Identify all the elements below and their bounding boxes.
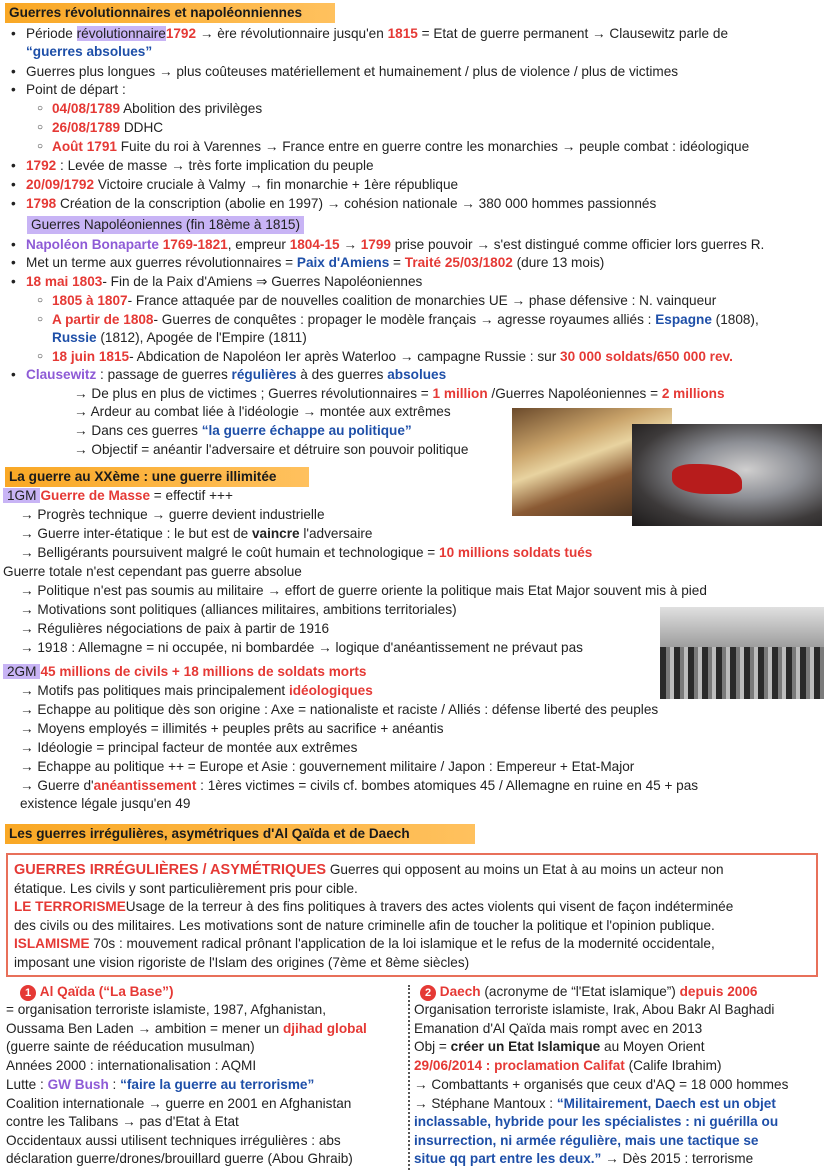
list-item: Organisation terroriste islamiste, Irak, Abou Bakr Al Baghadi	[414, 1002, 775, 1017]
list-item: → Combattants + organisés que ceux d'AQ = 18 000 hommes	[414, 1077, 789, 1092]
list-item: Emanation d'Al Qaïda mais rompt avec en 2013	[414, 1021, 703, 1036]
list-item: → 1918 : Allemagne = ni occupée, ni bombardée → logique d'anéantissement ne prévaut pas	[20, 640, 583, 655]
list-item: ○ 26/08/1789 DDHC	[52, 119, 163, 137]
list-item: Guerre totale n'est cependant pas guerre absolue	[3, 564, 302, 579]
list-item: • 1792 : Levée de masse → très forte implication du peuple	[26, 157, 374, 175]
definition-cont: des civils ou des militaires. Les motivations sont de nature criminelle afin de toucher la politique et l'opinion publique.	[14, 918, 715, 933]
list-item: → Belligérants poursuivent malgré le coût humain et technologique = 10 millions soldats tués	[20, 545, 593, 560]
list-item: déclaration guerre/drones/brouillard guerre (Abou Ghraib)	[6, 1151, 353, 1166]
napoleon-painting-image	[632, 424, 822, 526]
list-item: → Echappe au politique dès son origine : Axe = nationaliste et raciste / Alliés : défense liberté des peuples	[20, 702, 659, 717]
alqaida-heading: 1 Al Qaïda (“La Base”)	[20, 983, 174, 1001]
list-item-cont: inclassable, hybride pour les spécialistes : ni guérilla ou	[414, 1114, 779, 1129]
column-divider	[408, 985, 410, 1170]
list-item: = organisation terroriste islamiste, 1987, Afghanistan,	[6, 1002, 327, 1017]
list-item: Années 2000 : internationalisation : AQMI	[6, 1058, 257, 1073]
list-item: → Idéologie = principal facteur de montée aux extrêmes	[20, 740, 358, 755]
list-item: → Stéphane Mantoux : “Militairement, Daech est un objet	[414, 1096, 776, 1111]
list-item: → Dans ces guerres “la guerre échappe au politique”	[74, 423, 412, 438]
list-item: • Napoléon Bonaparte 1769-1821, empreur 1804-15 → 1799 prise pouvoir → s'est distingué comme officier lors guerres R.	[26, 236, 764, 254]
ww2-heading: 2GM 45 millions de civils + 18 millions de soldats morts	[3, 663, 366, 681]
list-item: → Politique n'est pas soumis au militaire → effort de guerre oriente la politique mais Etat Major souvent mis à pied	[20, 583, 707, 598]
list-item: → De plus en plus de victimes ; Guerres révolutionnaires = 1 million /Guerres Napoléoniennes = 2 millions	[74, 386, 725, 401]
definition-cont: étatique. Les civils y sont particulièrement pris pour cible.	[14, 881, 358, 896]
list-item-cont: Russie (1812), Apogée de l'Empire (1811)	[52, 330, 307, 345]
list-item: • 18 mai 1803- Fin de la Paix d'Amiens ⇒ Guerres Napoléoniennes	[26, 273, 422, 291]
list-item: Oussama Ben Laden → ambition = mener un djihad global	[6, 1021, 367, 1036]
list-item: contre les Talibans → pas d'Etat à Etat	[6, 1114, 239, 1129]
list-item: → Echappe au politique ++ = Europe et Asie : gouvernement militaire / Japon : Empereur + Etat-Major	[20, 759, 635, 774]
list-item: Occidentaux aussi utilisent techniques irrégulières : abs	[6, 1133, 341, 1148]
list-item: → Régulières négociations de paix à partir de 1916	[20, 621, 330, 636]
list-item-cont: “guerres absolues”	[26, 44, 153, 59]
list-item: • 1798 Création de la conscription (abolie en 1997) → cohésion nationale → 380 000 hommes passionnés	[26, 195, 656, 213]
section-title-revolution: Guerres révolutionnaires et napoléonniennes	[5, 3, 335, 23]
list-item: → Motivations sont politiques (alliances militaires, ambitions territoriales)	[20, 602, 457, 617]
list-item: ○ A partir de 1808- Guerres de conquêtes : propager le modèle français → agresse royaumes alliés : Espagne (1808),	[52, 311, 759, 329]
list-item: Coalition internationale → guerre en 2001 en Afghanistan	[6, 1096, 352, 1111]
list-item: 29/06/2014 : proclamation Califat (Calife Ibrahim)	[414, 1058, 722, 1073]
list-item: • Guerres plus longues → plus coûteuses matériellement et humainement / plus de violence / plus de victimes	[26, 63, 678, 81]
list-item: • Clausewitz : passage de guerres régulières à des guerres absolues	[26, 366, 446, 384]
definition-terrorisme: LE TERRORISMEUsage de la terreur à des fins politiques à travers des actes violents qui visent de façon indéterminée	[14, 899, 734, 914]
section-title-irregular: Les guerres irrégulières, asymétriques d'Al Qaïda et de Daech	[5, 824, 475, 844]
list-item: (guerre sainte de rééducation musulman)	[6, 1039, 255, 1054]
list-item: • Point de départ :	[26, 81, 126, 99]
list-item: ○ 1805 à 1807- France attaquée par de nouvelles coalition de monarchies UE → phase défensive : N. vainqueur	[52, 292, 716, 310]
subsection-title-napoleon: Guerres Napoléoniennes (fin 18ème à 1815)	[27, 216, 304, 234]
number-badge: 1	[20, 985, 36, 1001]
list-item: → Objectif = anéantir l'adversaire et détruire son pouvoir politique	[74, 442, 469, 457]
list-item-cont: situe qq part entre les deux.” → Dès 2015 : terrorisme	[414, 1151, 754, 1166]
parade-photo-image	[660, 607, 824, 699]
list-item: Obj = créer un Etat Islamique au Moyen Orient	[414, 1039, 705, 1054]
list-item: → Motifs pas politiques mais principalement idéologiques	[20, 683, 373, 698]
list-item: ○ 04/08/1789 Abolition des privilèges	[52, 100, 262, 118]
list-item-cont: insurrection, ni armée régulière, mais une tactique se	[414, 1133, 759, 1148]
list-item: → Moyens employés = illimités + peuples prêts au sacrifice + anéantis	[20, 721, 444, 736]
definition-cont: imposant une vision rigoriste de l'Islam des origines (7ème et 8ème siècles)	[14, 955, 470, 970]
section-title-xxe: La guerre au XXème : une guerre illimitée	[5, 467, 309, 487]
list-item: • Période révolutionnaire1792 → ère révolutionnaire jusqu'en 1815 = Etat de guerre permanent → Clausewitz parle de	[26, 25, 728, 43]
definition-islamisme: ISLAMISME 70s : mouvement radical prônant l'application de la loi islamique et le refus de la modernité occidentale,	[14, 936, 715, 951]
definition-guerres: GUERRES IRRÉGULIÈRES / ASYMÉTRIQUES Guerres qui opposent au moins un Etat à au moins un acteur non	[14, 862, 724, 878]
list-item-cont: existence légale jusqu'en 49	[20, 796, 191, 811]
list-item: Lutte : GW Bush : “faire la guerre au terrorisme”	[6, 1077, 315, 1092]
list-item: → Progrès technique → guerre devient industrielle	[20, 507, 325, 522]
list-item: • Met un terme aux guerres révolutionnaires = Paix d'Amiens = Traité 25/03/1802 (dure 13 mois)	[26, 254, 604, 272]
list-item: • 20/09/1792 Victoire cruciale à Valmy → fin monarchie + 1ère république	[26, 176, 458, 194]
list-item: ○ 18 juin 1815- Abdication de Napoléon Ier après Waterloo → campagne Russie : sur 30 000 soldats/650 000 rev.	[52, 348, 733, 366]
ww1-heading: 1GM Guerre de Masse = effectif +++	[3, 487, 233, 505]
list-item: → Ardeur au combat liée à l'idéologie → montée aux extrêmes	[74, 404, 451, 419]
number-badge: 2	[420, 985, 436, 1001]
daech-heading: 2 Daech (acronyme de “l'Etat islamique”) depuis 2006	[420, 983, 757, 1001]
list-item: ○ Août 1791 Fuite du roi à Varennes → France entre en guerre contre les monarchies → peuple combat : idéologique	[52, 138, 749, 156]
list-item: → Guerre inter-étatique : le but est de vaincre l'adversaire	[20, 526, 373, 541]
list-item: → Guerre d'anéantissement : 1ères victimes = civils cf. bombes atomiques 45 / Allemagne en ruine en 45 + pas	[20, 778, 699, 793]
